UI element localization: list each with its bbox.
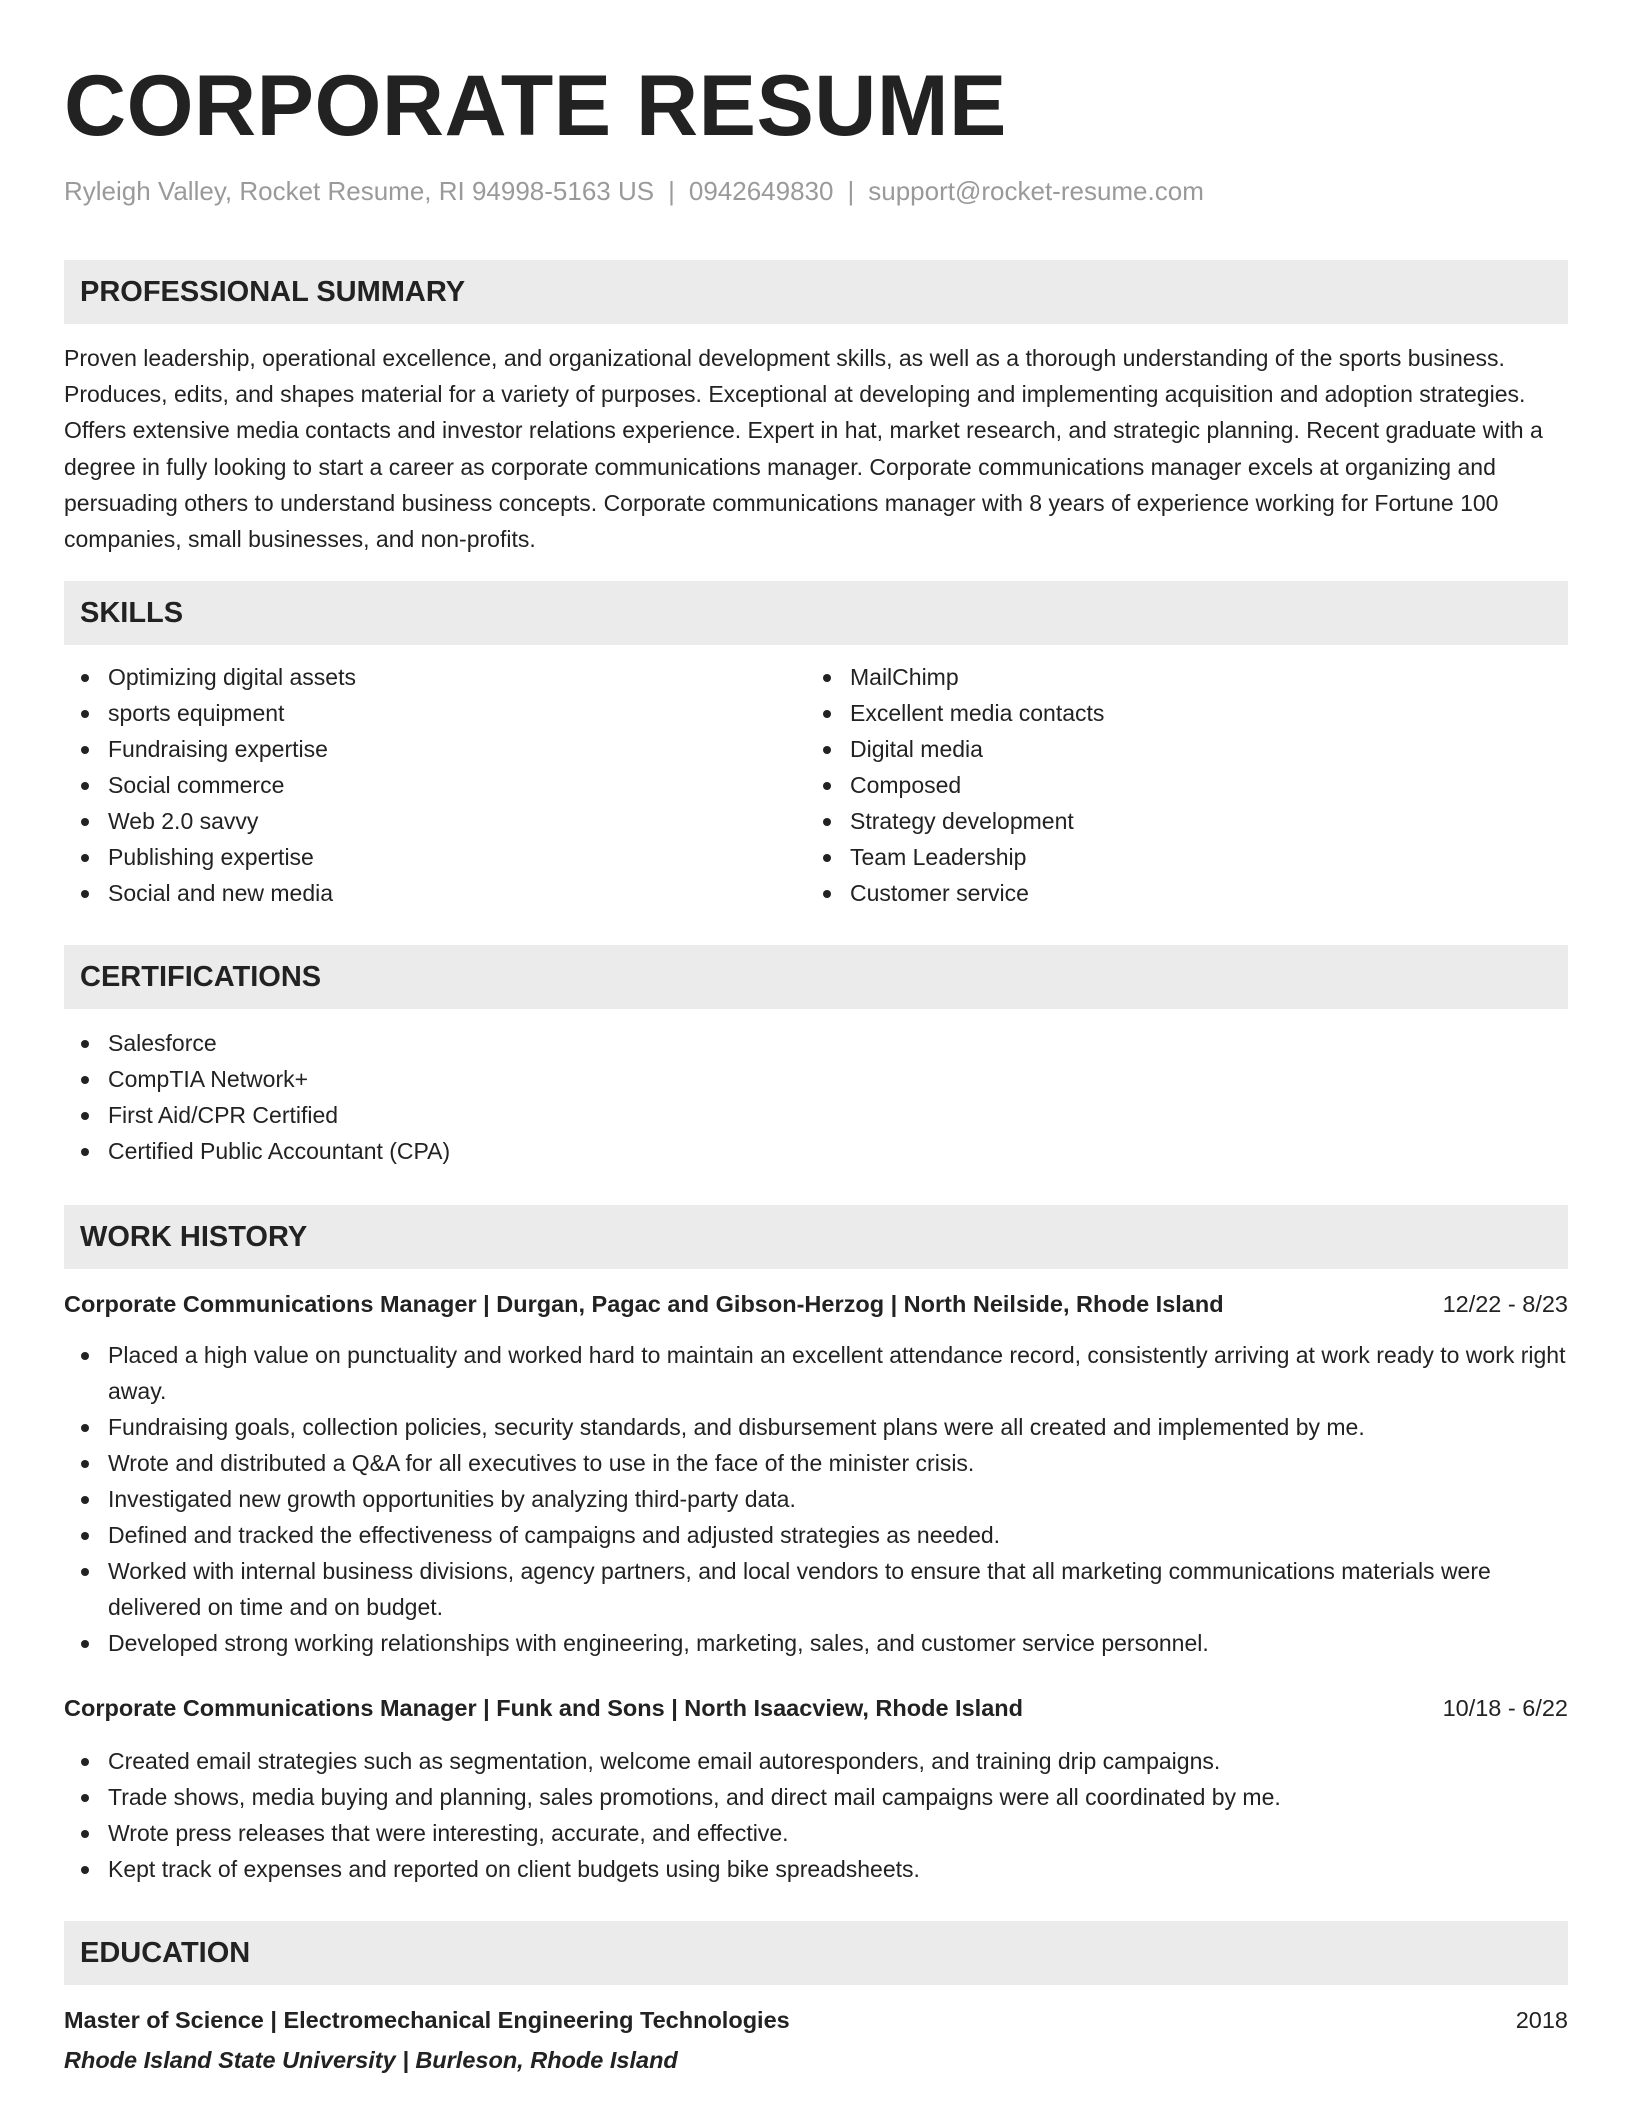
skill-item: Social commerce: [64, 767, 806, 803]
contact-email: support@rocket-resume.com: [868, 176, 1204, 206]
resume-name: CORPORATE RESUME: [64, 58, 1007, 154]
skill-item: Optimizing digital assets: [64, 659, 806, 695]
skill-item: Excellent media contacts: [806, 695, 1548, 731]
section-heading-skills: SKILLS: [64, 581, 1568, 645]
job-bullet: Worked with internal business divisions, agency partners, and local vendors to ensure that all marketing communications materials were delivered on time and on budget.: [64, 1553, 1568, 1625]
certification-item: Salesforce: [64, 1025, 1568, 1061]
job-header: [64, 1691, 1568, 1725]
skill-item: MailChimp: [806, 659, 1548, 695]
job-bullets: [64, 1743, 1568, 1887]
job-bullet: Wrote press releases that were interesting, accurate, and effective.: [64, 1815, 1568, 1851]
resume-page: [64, 0, 1568, 2077]
skills-column-right: [806, 659, 1548, 911]
skill-item: Customer service: [806, 875, 1548, 911]
job-bullet: Kept track of expenses and reported on client budgets using bike spreadsheets.: [64, 1851, 1568, 1887]
skills-column-left: [64, 659, 806, 911]
skill-item: Digital media: [806, 731, 1548, 767]
job-bullet: Fundraising goals, collection policies, security standards, and disbursement plans were all created and implemented by me.: [64, 1409, 1568, 1445]
skill-item: Web 2.0 savvy: [64, 803, 806, 839]
skills-grid: [64, 659, 1568, 911]
skill-item: Publishing expertise: [64, 839, 806, 875]
job-bullet: Defined and tracked the effectiveness of campaigns and adjusted strategies as needed.: [64, 1517, 1568, 1553]
job-title: Corporate Communications Manager | Funk and Sons | North Isaacview, Rhode Island: [64, 1695, 1023, 1722]
skill-item: Strategy development: [806, 803, 1548, 839]
section-heading-certifications: CERTIFICATIONS: [64, 945, 1568, 1009]
contact-address: Ryleigh Valley, Rocket Resume, RI 94998-5163 US: [64, 176, 655, 206]
skill-item: Fundraising expertise: [64, 731, 806, 767]
job-dates: 10/18 - 6/22: [1442, 1695, 1568, 1722]
skill-item: Team Leadership: [806, 839, 1548, 875]
job-bullet: Placed a high value on punctuality and worked hard to maintain an excellent attendance record, consistently arriving at work ready to work right away.: [64, 1337, 1568, 1409]
job-header: [64, 1287, 1568, 1321]
job-bullet: Trade shows, media buying and planning, sales promotions, and direct mail campaigns were all coordinated by me.: [64, 1779, 1568, 1815]
education-degree: Master of Science | Electromechanical Engineering Technologies: [64, 2007, 790, 2034]
summary-text: Proven leadership, operational excellence, and organizational development skills, as well as a thorough understanding of the sports business. Produces, edits, and shapes material for a variety of purposes. Exceptional at developing and implementing acquisition and adoption strategies. Offers extensive media contacts and investor relations experience. Expert in hat, market research, and strategic planning. Recent graduate with a degree in fully looking to start a career as corporate communications manager. Corporate communications manager excels at organizing and persuading others to understand business concepts. Corporate communications manager with 8 years of experience working for Fortune 100 companies, small businesses, and non-profits.: [64, 345, 1543, 553]
certifications-list: [64, 1025, 1568, 1169]
job-bullet: Created email strategies such as segmentation, welcome email autoresponders, and training drip campaigns.: [64, 1743, 1568, 1779]
education-year: 2018: [1515, 2007, 1568, 2034]
job-bullet: Investigated new growth opportunities by analyzing third-party data.: [64, 1481, 1568, 1517]
job-dates: 12/22 - 8/23: [1442, 1291, 1568, 1318]
skill-item: Social and new media: [64, 875, 806, 911]
skill-item: Composed: [806, 767, 1548, 803]
section-heading-education: EDUCATION: [64, 1921, 1568, 1985]
certification-item: CompTIA Network+: [64, 1061, 1568, 1097]
certification-item: First Aid/CPR Certified: [64, 1097, 1568, 1133]
education-header: [64, 2003, 1568, 2037]
skill-item: sports equipment: [64, 695, 806, 731]
contact-phone: 0942649830: [688, 176, 834, 206]
section-heading-work: WORK HISTORY: [64, 1205, 1568, 1269]
job-bullet: Developed strong working relationships with engineering, marketing, sales, and customer service personnel.: [64, 1625, 1568, 1661]
job-bullet: Wrote and distributed a Q&A for all executives to use in the face of the minister crisis.: [64, 1445, 1568, 1481]
education-school: Rhode Island State University | Burleson, Rhode Island: [64, 2047, 678, 2074]
section-heading-summary: PROFESSIONAL SUMMARY: [64, 260, 1568, 324]
contact-line: [64, 174, 1568, 208]
contact-separator: |: [668, 176, 675, 206]
job-bullets: [64, 1337, 1568, 1661]
job-title: Corporate Communications Manager | Durgan, Pagac and Gibson-Herzog | North Neilside, Rhode Island: [64, 1291, 1224, 1318]
contact-separator: |: [847, 176, 855, 206]
certification-item: Certified Public Accountant (CPA): [64, 1133, 1568, 1169]
